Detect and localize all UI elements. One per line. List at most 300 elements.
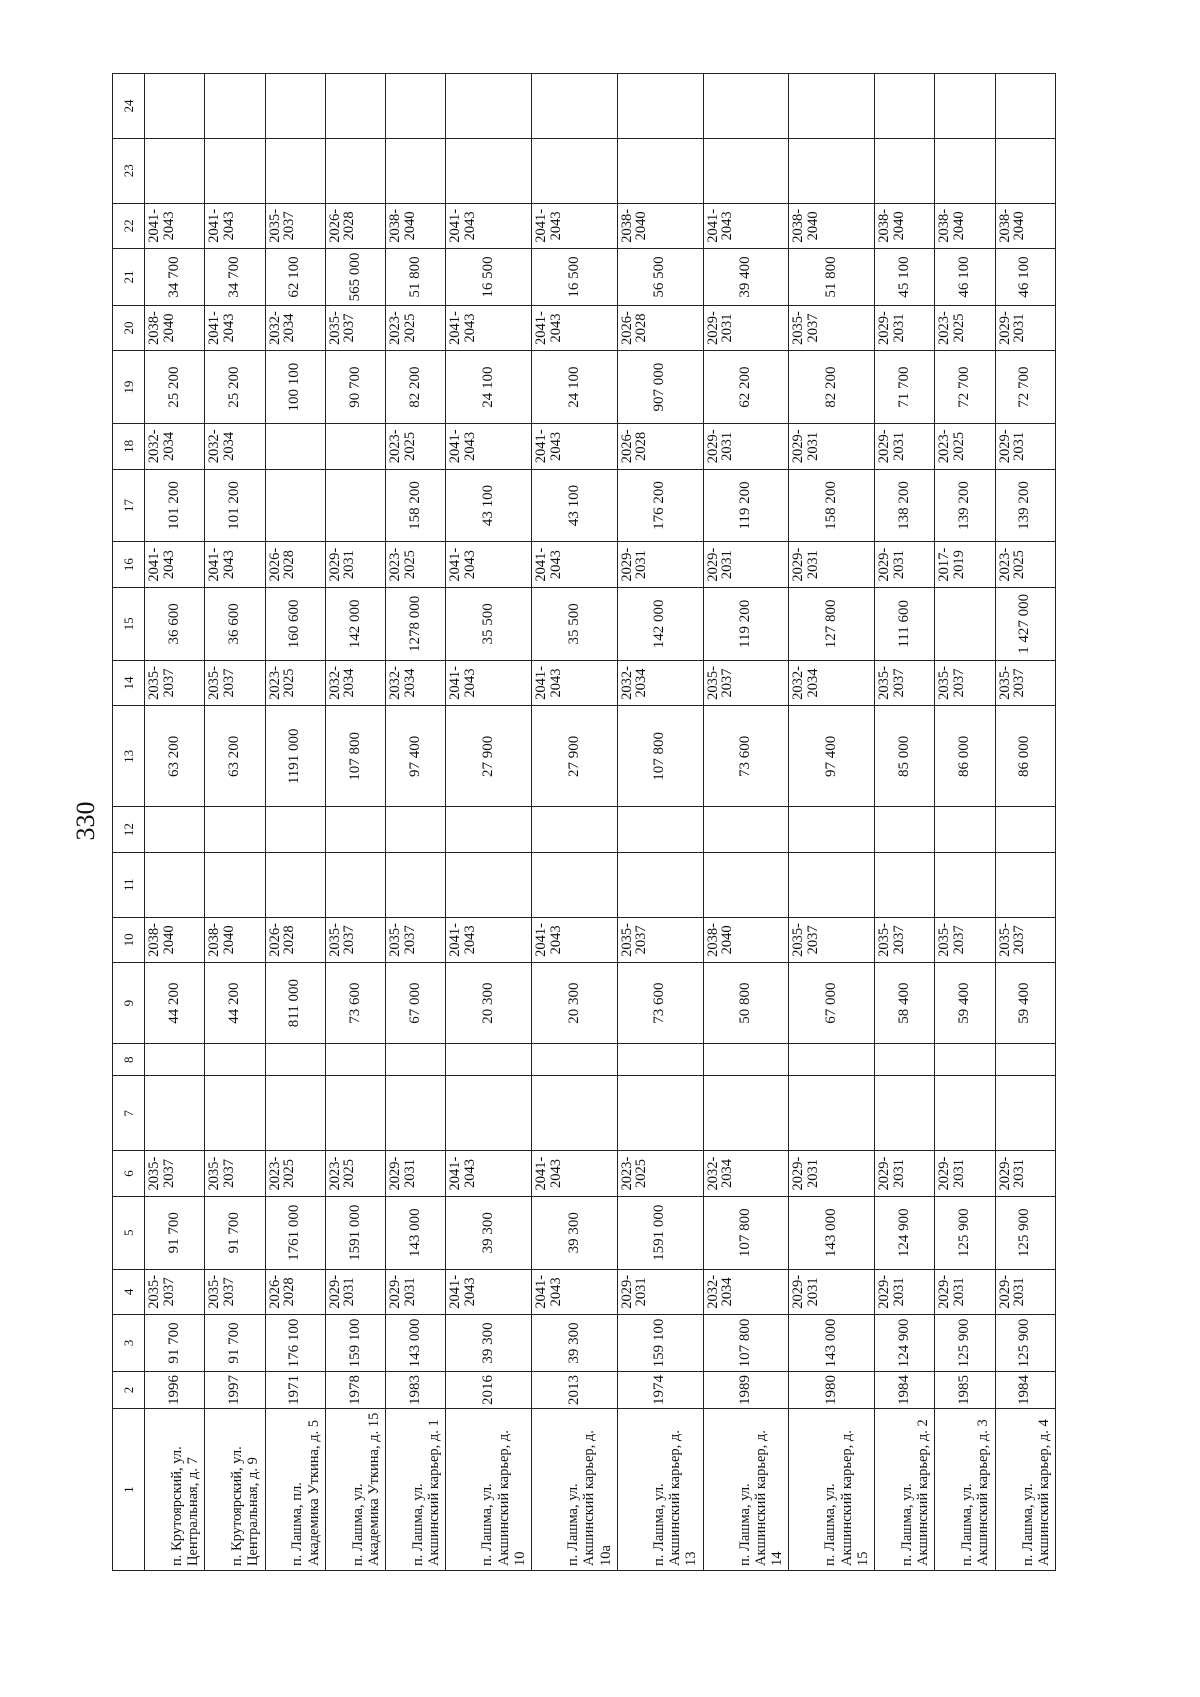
column-number-18: 18 <box>113 424 145 470</box>
period-cell-col-6: 2023-2025 <box>617 1151 703 1197</box>
cost-cell-col-9: 44 200 <box>145 963 205 1044</box>
column-number-7: 7 <box>113 1076 145 1151</box>
cost-cell-col-19: 90 700 <box>325 351 385 424</box>
period-cell-col-4: 2035-2037 <box>145 1269 205 1315</box>
table-row <box>875 74 935 1571</box>
period-cell-col-10: 2035-2037 <box>386 917 446 963</box>
period-cell-col-22: 2041-2043 <box>205 203 265 249</box>
period-cell-col-10: 2035-2037 <box>875 917 935 963</box>
period-cell-col-6: 2032-2034 <box>703 1151 789 1197</box>
cost-cell-col-7 <box>617 1076 703 1151</box>
table-row <box>145 74 205 1571</box>
period-cell-col-10: 2041-2043 <box>532 917 618 963</box>
cost-cell-col-13: 97 400 <box>789 706 875 807</box>
cost-cell-col-21: 56 500 <box>617 249 703 306</box>
cost-cell-col-11 <box>325 852 385 917</box>
table-row <box>265 74 325 1571</box>
cost-cell-col-21: 45 100 <box>875 249 935 306</box>
period-cell-col-16: 2041-2043 <box>145 542 205 588</box>
cost-cell-col-21: 46 100 <box>995 249 1055 306</box>
period-cell-col-18: 2041-2043 <box>532 424 618 470</box>
period-cell-col-14: 2041-2043 <box>446 660 532 706</box>
cost-cell-col-19: 24 100 <box>532 351 618 424</box>
period-cell-col-4: 2029-2031 <box>789 1269 875 1315</box>
cost-cell-col-9: 44 200 <box>205 963 265 1044</box>
period-cell-col-10: 2038-2040 <box>205 917 265 963</box>
table-row <box>386 74 446 1571</box>
cost-cell-col-15: 35 500 <box>446 587 532 660</box>
address-cell: п. Лашма, ул. Акшинский карьер, д. 14 <box>703 1409 789 1571</box>
cost-cell-col-19: 62 200 <box>703 351 789 424</box>
table-row <box>935 74 995 1571</box>
period-cell-col-14: 2032-2034 <box>386 660 446 706</box>
period-cell-col-10: 2035-2037 <box>617 917 703 963</box>
cost-cell-col-17: 158 200 <box>789 469 875 542</box>
construction-year-cell: 1978 <box>325 1371 385 1408</box>
cost-cell-col-24 <box>617 74 703 139</box>
period-cell-col-6: 2029-2031 <box>386 1151 446 1197</box>
period-cell-col-20: 2029-2031 <box>875 305 935 351</box>
period-cell-col-16: 2026-2028 <box>265 542 325 588</box>
cost-cell-col-24 <box>995 74 1055 139</box>
period-cell-col-14: 2035-2037 <box>703 660 789 706</box>
column-number-15: 15 <box>113 587 145 660</box>
cost-cell-col-13: 73 600 <box>703 706 789 807</box>
cost-cell-col-5: 91 700 <box>145 1196 205 1269</box>
table-row <box>703 74 789 1571</box>
cost-cell-col-8 <box>386 1044 446 1076</box>
cost-cell-col-23 <box>446 138 532 203</box>
period-cell-col-22: 2041-2043 <box>446 203 532 249</box>
period-cell-col-10: 2035-2037 <box>935 917 995 963</box>
cost-cell-col-15: 160 600 <box>265 587 325 660</box>
cost-cell-col-23 <box>995 138 1055 203</box>
cost-cell-col-23 <box>325 138 385 203</box>
period-cell-col-14: 2035-2037 <box>145 660 205 706</box>
table-row <box>995 74 1055 1571</box>
period-cell-col-6: 2035-2037 <box>145 1151 205 1197</box>
cost-cell-col-21: 34 700 <box>205 249 265 306</box>
cost-cell-col-3: 91 700 <box>145 1315 205 1372</box>
cost-cell-col-3: 107 800 <box>703 1315 789 1372</box>
period-cell-col-16: 2029-2031 <box>703 542 789 588</box>
cost-cell-col-7 <box>205 1076 265 1151</box>
address-cell: п. Лашма, ул. Акшинский карьер, д. 4 <box>995 1409 1055 1571</box>
cost-cell-col-23 <box>265 138 325 203</box>
period-cell-col-16: 2041-2043 <box>446 542 532 588</box>
cost-cell-col-7 <box>532 1076 618 1151</box>
rotated-table-wrapper <box>112 73 1056 1571</box>
cost-cell-col-9: 58 400 <box>875 963 935 1044</box>
construction-year-cell: 2016 <box>446 1371 532 1408</box>
cost-cell-col-17: 101 200 <box>205 469 265 542</box>
construction-year-cell: 1985 <box>935 1371 995 1408</box>
column-number-21: 21 <box>113 249 145 306</box>
column-number-6: 6 <box>113 1151 145 1197</box>
cost-cell-col-8 <box>145 1044 205 1076</box>
address-cell: п. Лашма, ул. Акшинский карьер, д. 3 <box>935 1409 995 1571</box>
column-number-24: 24 <box>113 74 145 139</box>
table-row <box>617 74 703 1571</box>
cost-cell-col-5: 125 900 <box>935 1196 995 1269</box>
cost-cell-col-8 <box>325 1044 385 1076</box>
cost-cell-col-17 <box>265 469 325 542</box>
cost-cell-col-21: 16 500 <box>532 249 618 306</box>
column-number-20: 20 <box>113 305 145 351</box>
cost-cell-col-9: 59 400 <box>935 963 995 1044</box>
period-cell-col-6: 2029-2031 <box>789 1151 875 1197</box>
cost-cell-col-21: 62 100 <box>265 249 325 306</box>
period-cell-col-22: 2041-2043 <box>703 203 789 249</box>
address-cell: п. Лашма, ул. Акшинский карьер, д. 2 <box>875 1409 935 1571</box>
period-cell-col-16: 2029-2031 <box>789 542 875 588</box>
table-body <box>145 74 1056 1571</box>
period-cell-col-14: 2035-2037 <box>205 660 265 706</box>
cost-cell-col-12 <box>617 807 703 853</box>
cost-cell-col-5: 39 300 <box>532 1196 618 1269</box>
cost-cell-col-13: 27 900 <box>446 706 532 807</box>
cost-cell-col-9: 59 400 <box>995 963 1055 1044</box>
cost-cell-col-12 <box>875 807 935 853</box>
cost-cell-col-17: 138 200 <box>875 469 935 542</box>
period-cell-col-18: 2029-2031 <box>703 424 789 470</box>
period-cell-col-6: 2041-2043 <box>446 1151 532 1197</box>
column-number-9: 9 <box>113 963 145 1044</box>
period-cell-col-22: 2026-2028 <box>325 203 385 249</box>
period-cell-col-20: 2041-2043 <box>532 305 618 351</box>
period-cell-col-14: 2032-2034 <box>617 660 703 706</box>
column-number-2: 2 <box>113 1371 145 1408</box>
column-number-13: 13 <box>113 706 145 807</box>
period-cell-col-14: 2041-2043 <box>532 660 618 706</box>
cost-cell-col-23 <box>617 138 703 203</box>
cost-cell-col-8 <box>935 1044 995 1076</box>
cost-cell-col-7 <box>145 1076 205 1151</box>
cost-cell-col-8 <box>995 1044 1055 1076</box>
period-cell-col-6: 2023-2025 <box>265 1151 325 1197</box>
cost-cell-col-9: 67 000 <box>789 963 875 1044</box>
period-cell-col-6: 2041-2043 <box>532 1151 618 1197</box>
table-row <box>532 74 618 1571</box>
period-cell-col-18: 2041-2043 <box>446 424 532 470</box>
cost-cell-col-12 <box>789 807 875 853</box>
period-cell-col-18: 2029-2031 <box>789 424 875 470</box>
period-cell-col-16: 2029-2031 <box>325 542 385 588</box>
period-cell-col-20: 2041-2043 <box>446 305 532 351</box>
period-cell-col-4: 2026-2028 <box>265 1269 325 1315</box>
period-cell-col-22: 2038-2040 <box>875 203 935 249</box>
column-number-23: 23 <box>113 138 145 203</box>
cost-cell-col-21: 46 100 <box>935 249 995 306</box>
cost-cell-col-19: 24 100 <box>446 351 532 424</box>
table-row <box>205 74 265 1571</box>
cost-cell-col-5: 1761 000 <box>265 1196 325 1269</box>
cost-cell-col-11 <box>532 852 618 917</box>
cost-cell-col-17: 158 200 <box>386 469 446 542</box>
period-cell-col-16: 2029-2031 <box>875 542 935 588</box>
address-cell: п. Лашма, пл. Академика Уткина, д. 5 <box>265 1409 325 1571</box>
cost-cell-col-11 <box>995 852 1055 917</box>
cost-cell-col-13: 85 000 <box>875 706 935 807</box>
cost-cell-col-7 <box>703 1076 789 1151</box>
table-row <box>325 74 385 1571</box>
column-number-17: 17 <box>113 469 145 542</box>
period-cell-col-20: 2038-2040 <box>145 305 205 351</box>
period-cell-col-10: 2026-2028 <box>265 917 325 963</box>
period-cell-col-10: 2038-2040 <box>703 917 789 963</box>
period-cell-col-18: 2026-2028 <box>617 424 703 470</box>
cost-cell-col-17: 176 200 <box>617 469 703 542</box>
cost-cell-col-3: 143 000 <box>386 1315 446 1372</box>
period-cell-col-6: 2029-2031 <box>995 1151 1055 1197</box>
cost-cell-col-8 <box>789 1044 875 1076</box>
cost-cell-col-21: 16 500 <box>446 249 532 306</box>
construction-year-cell: 1997 <box>205 1371 265 1408</box>
cost-cell-col-9: 73 600 <box>617 963 703 1044</box>
column-number-10: 10 <box>113 917 145 963</box>
column-number-11: 11 <box>113 852 145 917</box>
cost-cell-col-8 <box>703 1044 789 1076</box>
cost-cell-col-5: 39 300 <box>446 1196 532 1269</box>
address-cell: п. Лашма, ул. Акшинский карьер, д. 10 <box>446 1409 532 1571</box>
construction-year-cell: 1984 <box>875 1371 935 1408</box>
cost-cell-col-11 <box>875 852 935 917</box>
cost-cell-col-24 <box>875 74 935 139</box>
cost-cell-col-12 <box>265 807 325 853</box>
period-cell-col-16: 2023-2025 <box>995 542 1055 588</box>
period-cell-col-20: 2035-2037 <box>789 305 875 351</box>
period-cell-col-20: 2026-2028 <box>617 305 703 351</box>
cost-cell-col-15: 35 500 <box>532 587 618 660</box>
cost-cell-col-12 <box>145 807 205 853</box>
period-cell-col-18: 2029-2031 <box>875 424 935 470</box>
period-cell-col-4: 2035-2037 <box>205 1269 265 1315</box>
column-number-8: 8 <box>113 1044 145 1076</box>
cost-cell-col-11 <box>935 852 995 917</box>
period-cell-col-14: 2035-2037 <box>875 660 935 706</box>
column-number-1: 1 <box>113 1409 145 1571</box>
period-cell-col-18 <box>325 424 385 470</box>
period-cell-col-20: 2035-2037 <box>325 305 385 351</box>
period-cell-col-20: 2029-2031 <box>995 305 1055 351</box>
cost-cell-col-12 <box>325 807 385 853</box>
construction-year-cell: 1984 <box>995 1371 1055 1408</box>
period-cell-col-10: 2038-2040 <box>145 917 205 963</box>
cost-cell-col-11 <box>703 852 789 917</box>
cost-cell-col-12 <box>205 807 265 853</box>
cost-cell-col-17: 139 200 <box>935 469 995 542</box>
period-cell-col-18: 2032-2034 <box>205 424 265 470</box>
cost-cell-col-19: 25 200 <box>205 351 265 424</box>
cost-cell-col-11 <box>617 852 703 917</box>
cost-cell-col-23 <box>789 138 875 203</box>
period-cell-col-20: 2032-2034 <box>265 305 325 351</box>
cost-cell-col-3: 91 700 <box>205 1315 265 1372</box>
period-cell-col-18: 2023-2025 <box>386 424 446 470</box>
cost-cell-col-5: 107 800 <box>703 1196 789 1269</box>
period-cell-col-18: 2023-2025 <box>935 424 995 470</box>
period-cell-col-4: 2029-2031 <box>995 1269 1055 1315</box>
cost-cell-col-8 <box>265 1044 325 1076</box>
cost-cell-col-13: 63 200 <box>145 706 205 807</box>
cost-cell-col-21: 39 400 <box>703 249 789 306</box>
capital-repair-schedule-table <box>112 73 1056 1571</box>
cost-cell-col-3: 39 300 <box>446 1315 532 1372</box>
period-cell-col-4: 2029-2031 <box>617 1269 703 1315</box>
column-number-5: 5 <box>113 1196 145 1269</box>
cost-cell-col-17 <box>325 469 385 542</box>
cost-cell-col-7 <box>386 1076 446 1151</box>
cost-cell-col-17: 101 200 <box>145 469 205 542</box>
address-cell: п. Лашма, ул. Акшинский карьер, д. 15 <box>789 1409 875 1571</box>
period-cell-col-10: 2035-2037 <box>995 917 1055 963</box>
cost-cell-col-3: 159 100 <box>325 1315 385 1372</box>
cost-cell-col-15: 36 600 <box>145 587 205 660</box>
cost-cell-col-13: 107 800 <box>325 706 385 807</box>
period-cell-col-4: 2041-2043 <box>532 1269 618 1315</box>
cost-cell-col-7 <box>789 1076 875 1151</box>
cost-cell-col-15: 142 000 <box>617 587 703 660</box>
cost-cell-col-19: 71 700 <box>875 351 935 424</box>
cost-cell-col-3: 39 300 <box>532 1315 618 1372</box>
cost-cell-col-17: 119 200 <box>703 469 789 542</box>
period-cell-col-22: 2038-2040 <box>386 203 446 249</box>
construction-year-cell: 1971 <box>265 1371 325 1408</box>
cost-cell-col-24 <box>325 74 385 139</box>
cost-cell-col-23 <box>386 138 446 203</box>
cost-cell-col-3: 176 100 <box>265 1315 325 1372</box>
period-cell-col-4: 2029-2031 <box>325 1269 385 1315</box>
cost-cell-col-7 <box>935 1076 995 1151</box>
cost-cell-col-15: 36 600 <box>205 587 265 660</box>
cost-cell-col-23 <box>145 138 205 203</box>
period-cell-col-18: 2029-2031 <box>995 424 1055 470</box>
cost-cell-col-9: 20 300 <box>532 963 618 1044</box>
cost-cell-col-5: 124 900 <box>875 1196 935 1269</box>
cost-cell-col-7 <box>325 1076 385 1151</box>
period-cell-col-14: 2023-2025 <box>265 660 325 706</box>
cost-cell-col-11 <box>446 852 532 917</box>
period-cell-col-10: 2041-2043 <box>446 917 532 963</box>
period-cell-col-20: 2023-2025 <box>935 305 995 351</box>
period-cell-col-16: 2029-2031 <box>617 542 703 588</box>
cost-cell-col-23 <box>532 138 618 203</box>
period-cell-col-6: 2029-2031 <box>935 1151 995 1197</box>
cost-cell-col-3: 124 900 <box>875 1315 935 1372</box>
cost-cell-col-3: 159 100 <box>617 1315 703 1372</box>
cost-cell-col-19: 82 200 <box>789 351 875 424</box>
period-cell-col-6: 2035-2037 <box>205 1151 265 1197</box>
cost-cell-col-12 <box>935 807 995 853</box>
period-cell-col-22: 2041-2043 <box>145 203 205 249</box>
cost-cell-col-7 <box>875 1076 935 1151</box>
cost-cell-col-24 <box>265 74 325 139</box>
period-cell-col-14: 2035-2037 <box>935 660 995 706</box>
cost-cell-col-7 <box>265 1076 325 1151</box>
cost-cell-col-8 <box>875 1044 935 1076</box>
cost-cell-col-19: 100 100 <box>265 351 325 424</box>
cost-cell-col-12 <box>703 807 789 853</box>
period-cell-col-4: 2029-2031 <box>875 1269 935 1315</box>
column-number-3: 3 <box>113 1315 145 1372</box>
period-cell-col-16: 2041-2043 <box>205 542 265 588</box>
construction-year-cell: 1980 <box>789 1371 875 1408</box>
cost-cell-col-9: 811 000 <box>265 963 325 1044</box>
table-row <box>789 74 875 1571</box>
cost-cell-col-7 <box>995 1076 1055 1151</box>
period-cell-col-20: 2029-2031 <box>703 305 789 351</box>
table-row <box>446 74 532 1571</box>
address-cell: п. Лашма, ул. Акшинский карьер, д. 13 <box>617 1409 703 1571</box>
period-cell-col-10: 2035-2037 <box>789 917 875 963</box>
period-cell-col-4: 2041-2043 <box>446 1269 532 1315</box>
column-number-16: 16 <box>113 542 145 588</box>
cost-cell-col-24 <box>935 74 995 139</box>
cost-cell-col-24 <box>703 74 789 139</box>
column-number-19: 19 <box>113 351 145 424</box>
cost-cell-col-3: 125 900 <box>995 1315 1055 1372</box>
cost-cell-col-15: 142 000 <box>325 587 385 660</box>
column-number-12: 12 <box>113 807 145 853</box>
cost-cell-col-19: 82 200 <box>386 351 446 424</box>
cost-cell-col-19: 72 700 <box>995 351 1055 424</box>
cost-cell-col-8 <box>446 1044 532 1076</box>
address-cell: п. Лашма, ул. Акшинский карьер, д. 1 <box>386 1409 446 1571</box>
cost-cell-col-13: 1191 000 <box>265 706 325 807</box>
cost-cell-col-21: 34 700 <box>145 249 205 306</box>
cost-cell-col-19: 72 700 <box>935 351 995 424</box>
period-cell-col-18: 2032-2034 <box>145 424 205 470</box>
cost-cell-col-24 <box>446 74 532 139</box>
cost-cell-col-8 <box>205 1044 265 1076</box>
cost-cell-col-8 <box>617 1044 703 1076</box>
cost-cell-col-17: 43 100 <box>446 469 532 542</box>
cost-cell-col-7 <box>446 1076 532 1151</box>
cost-cell-col-11 <box>789 852 875 917</box>
cost-cell-col-17: 139 200 <box>995 469 1055 542</box>
construction-year-cell: 1974 <box>617 1371 703 1408</box>
cost-cell-col-15: 127 800 <box>789 587 875 660</box>
cost-cell-col-5: 143 000 <box>789 1196 875 1269</box>
cost-cell-col-23 <box>935 138 995 203</box>
cost-cell-col-3: 143 000 <box>789 1315 875 1372</box>
period-cell-col-20: 2041-2043 <box>205 305 265 351</box>
period-cell-col-6: 2029-2031 <box>875 1151 935 1197</box>
cost-cell-col-15: 119 200 <box>703 587 789 660</box>
column-number-14: 14 <box>113 660 145 706</box>
cost-cell-col-5: 1591 000 <box>617 1196 703 1269</box>
period-cell-col-20: 2023-2025 <box>386 305 446 351</box>
column-number-22: 22 <box>113 203 145 249</box>
cost-cell-col-13: 63 200 <box>205 706 265 807</box>
cost-cell-col-19: 907 000 <box>617 351 703 424</box>
cost-cell-col-24 <box>205 74 265 139</box>
period-cell-col-22: 2038-2040 <box>789 203 875 249</box>
page-number: 330 <box>71 801 100 841</box>
period-cell-col-16: 2041-2043 <box>532 542 618 588</box>
construction-year-cell: 2013 <box>532 1371 618 1408</box>
cost-cell-col-23 <box>205 138 265 203</box>
period-cell-col-4: 2029-2031 <box>935 1269 995 1315</box>
cost-cell-col-9: 20 300 <box>446 963 532 1044</box>
period-cell-col-14: 2035-2037 <box>995 660 1055 706</box>
cost-cell-col-12 <box>995 807 1055 853</box>
cost-cell-col-15 <box>935 587 995 660</box>
cost-cell-col-9: 50 800 <box>703 963 789 1044</box>
cost-cell-col-19: 25 200 <box>145 351 205 424</box>
period-cell-col-22: 2038-2040 <box>995 203 1055 249</box>
cost-cell-col-21: 51 800 <box>386 249 446 306</box>
